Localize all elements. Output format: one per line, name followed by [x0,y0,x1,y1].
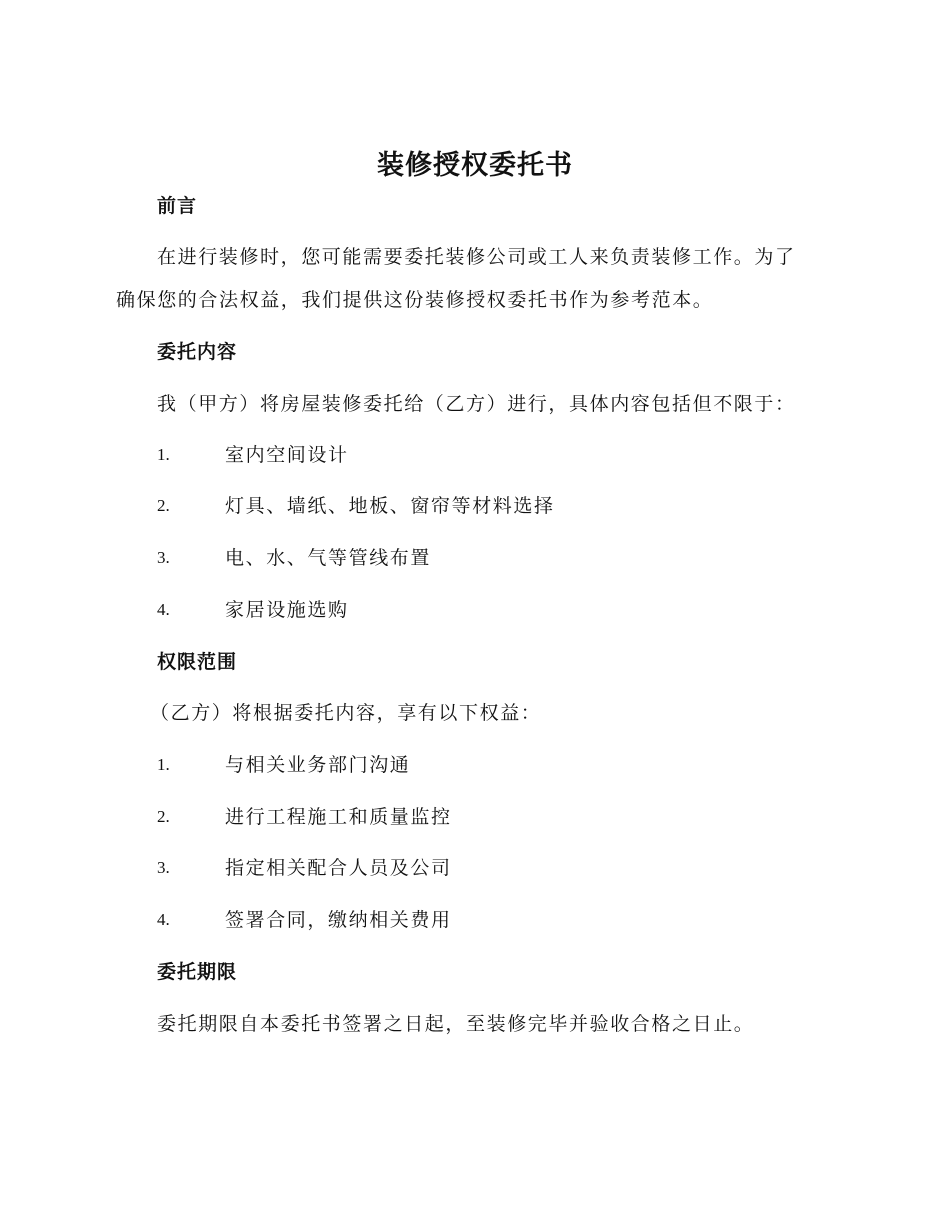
list-number: 2. [157,496,170,515]
list-text: 室内空间设计 [225,444,349,466]
list-text: 电、水、气等管线布置 [225,547,432,569]
content-list-item [157,492,857,520]
list-text: 与相关业务部门沟通 [225,754,411,776]
list-number: 1. [157,755,170,774]
section-heading-scope: 权限范围 [157,651,238,673]
scope-list-item [157,751,857,779]
list-number: 1. [157,445,170,464]
document-title: 装修授权委托书 [377,150,573,181]
list-number: 3. [157,858,170,877]
list-number: 4. [157,910,170,929]
term-paragraph: 委托期限自本委托书签署之日起，至装修完毕并验收合格之日止。 [157,1013,755,1035]
scope-list-item [157,803,857,831]
list-number: 4. [157,600,170,619]
scope-list-item [157,906,857,934]
list-text: 进行工程施工和质量监控 [225,806,452,828]
list-text: 家居设施选购 [225,599,349,621]
list-text: 签署合同，缴纳相关费用 [225,909,452,931]
content-list-item [157,544,857,572]
list-text: 灯具、墙纸、地板、窗帘等材料选择 [225,495,555,517]
list-number: 2. [157,807,170,826]
section-heading-content: 委托内容 [157,341,238,363]
list-text: 指定相关配合人员及公司 [225,857,452,879]
content-list-item [157,596,857,624]
preface-paragraph-line-2: 确保您的合法权益，我们提供这份装修授权委托书作为参考范本。 [116,289,714,311]
section-heading-preface: 前言 [157,195,198,217]
list-number: 3. [157,548,170,567]
section-heading-term: 委托期限 [157,961,238,983]
content-list-item [157,441,857,469]
content-intro: 我（甲方）将房屋装修委托给（乙方）进行，具体内容包括但不限于： [157,393,796,415]
preface-paragraph-line-1: 在进行装修时，您可能需要委托装修公司或工人来负责装修工作。为了 [157,246,796,268]
scope-list-item [157,854,857,882]
scope-intro: （乙方）将根据委托内容，享有以下权益： [150,702,542,724]
